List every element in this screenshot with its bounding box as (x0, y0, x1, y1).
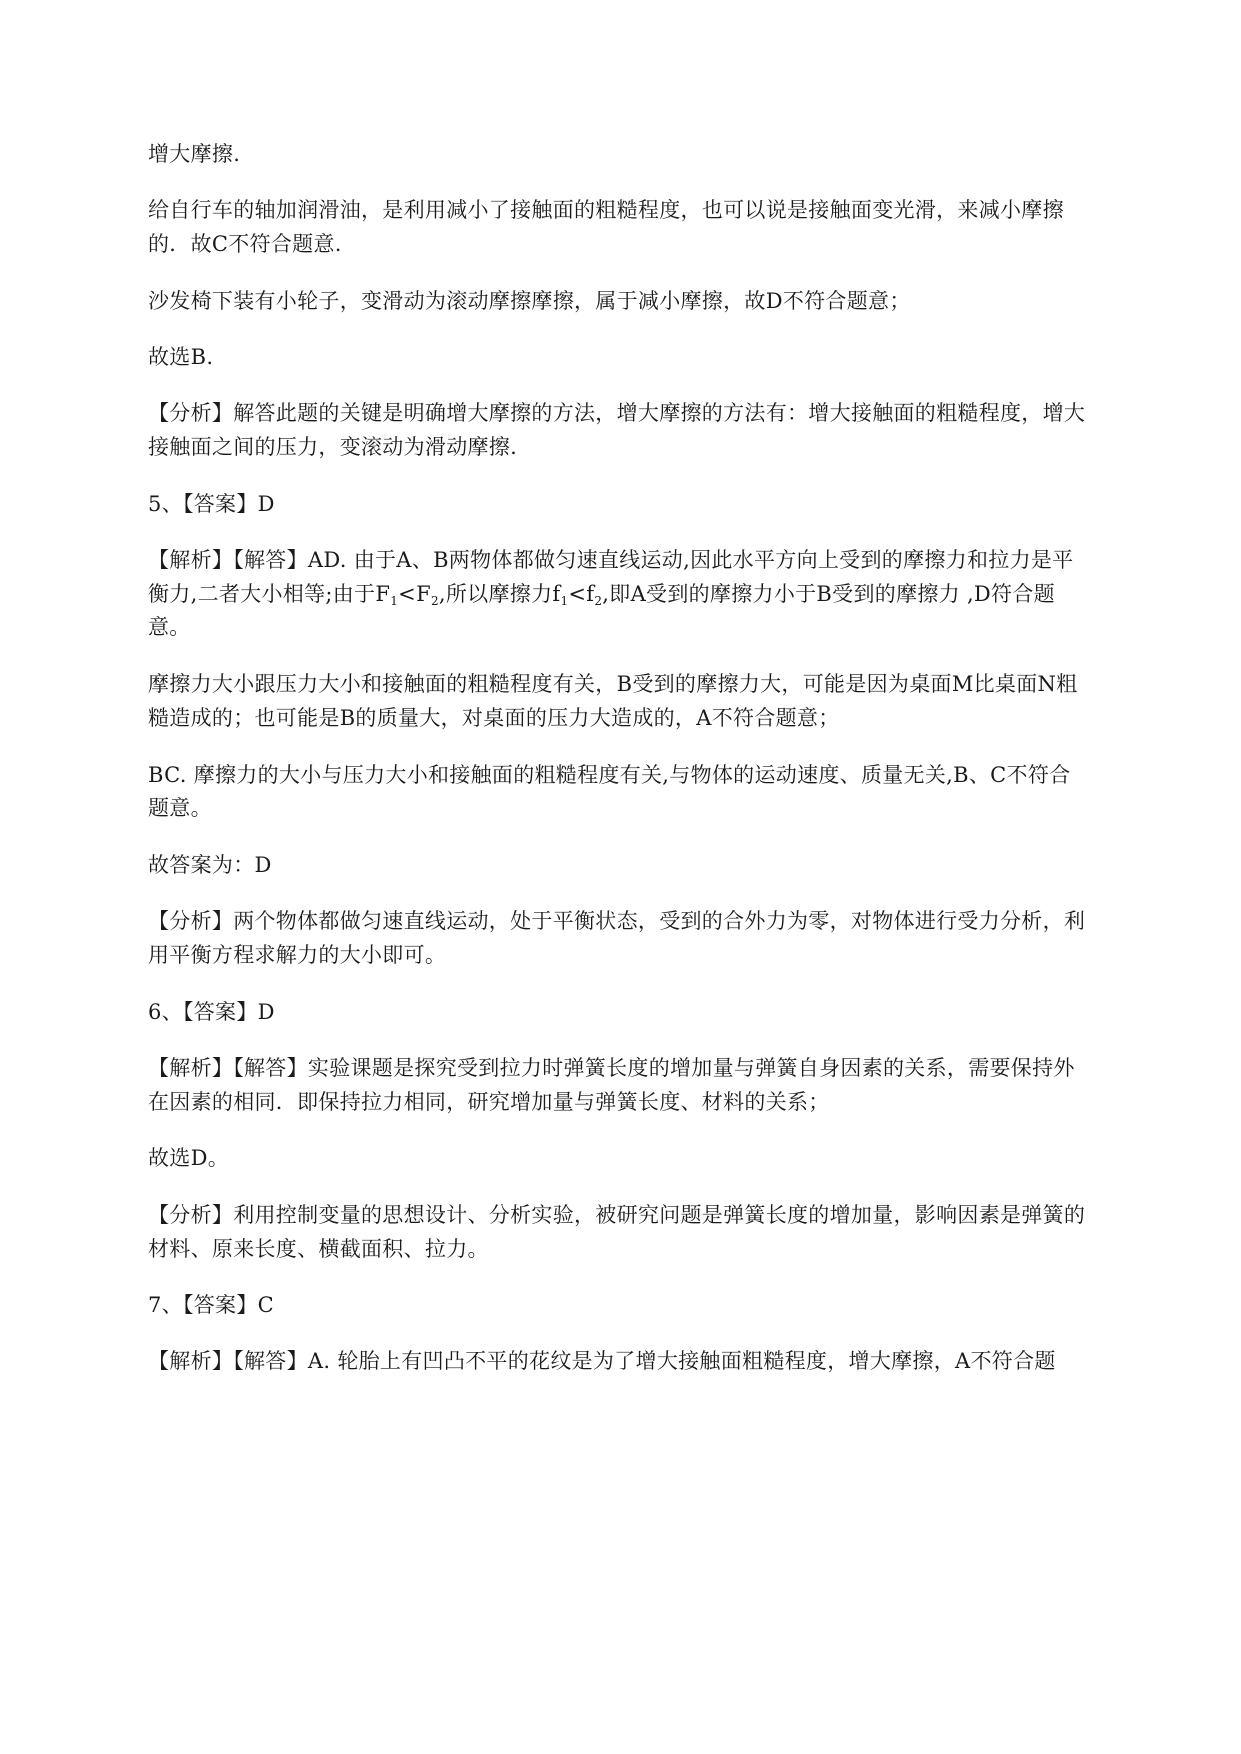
subscript: 2 (594, 594, 603, 608)
text-line: 故答案为：D (148, 853, 272, 877)
text-fragment: <F (398, 582, 431, 606)
subscript: 2 (430, 594, 439, 608)
text-line: 沙发椅下装有小轮子，变滑动为滚动摩擦摩擦，属于减小摩擦，故D不符合题意； (148, 289, 911, 313)
text-line: 【解析】【解答】实验课题是探究受到拉力时弹簧长度的增加量与弹簧自身因素的关系，需要保持外 (148, 1056, 1075, 1080)
text-line: 材料、原来长度、横截面积、拉力。 (148, 1237, 489, 1261)
text-line: 的．故C不符合题意. (148, 232, 342, 256)
text-line: 【分析】两个物体都做匀速直线运动，处于平衡状态，受到的合外力为零，对物体进行受力分析，利 (148, 909, 1086, 933)
text-line: 题意。 (148, 796, 212, 820)
text-line-with-subscripts (148, 579, 1055, 609)
text-line: 糙造成的；也可能是B的质量大，对桌面的压力大造成的，A不符合题意； (148, 706, 840, 730)
text-line: BC. 摩擦力的大小与压力大小和接触面的粗糙程度有关,与物体的运动速度、质量无关,B、C不符合 (148, 763, 1071, 787)
text-line: 增大摩擦. (148, 142, 241, 166)
text-line: 意。 (148, 615, 191, 639)
text-fragment: ,即A受到的摩擦力小于B受到的摩擦力 ,D符合题 (602, 582, 1055, 606)
text-line: 6、【答案】D (148, 1000, 275, 1024)
text-line: 5、【答案】D (148, 492, 275, 516)
subscript: 1 (560, 594, 569, 608)
text-fragment: <f (568, 582, 595, 606)
text-line: 【分析】利用控制变量的思想设计、分析实验，被研究问题是弹簧长度的增加量，影响因素是弹簧的 (148, 1203, 1086, 1227)
text-fragment: 衡力,二者大小相等;由于F (148, 582, 391, 606)
text-line: 故选B. (148, 345, 214, 369)
text-line: 【分析】解答此题的关键是明确增大摩擦的方法，增大摩擦的方法有：增大接触面的粗糙程度，增大 (148, 401, 1086, 425)
text-line: 在因素的相同．即保持拉力相同，研究增加量与弹簧长度、材料的关系； (148, 1090, 830, 1114)
text-line: 摩擦力大小跟压力大小和接触面的粗糙程度有关，B受到的摩擦力大，可能是因为桌面M比桌面N粗 (148, 672, 1078, 696)
text-line: 给自行车的轴加润滑油，是利用减小了接触面的粗糙程度，也可以说是接触面变光滑，来减小摩擦 (148, 198, 1064, 222)
text-line: 接触面之间的压力，变滚动为滑动摩擦. (148, 435, 518, 459)
text-line: 【解析】【解答】A. 轮胎上有凹凸不平的花纹是为了增大接触面粗糙程度，增大摩擦，A不符合题 (148, 1349, 1056, 1373)
subscript: 1 (390, 594, 399, 608)
text-line: 【解析】【解答】AD. 由于A、B两物体都做匀速直线运动,因此水平方向上受到的摩擦力和拉力是平 (148, 548, 1074, 572)
text-line: 用平衡方程求解力的大小即可。 (148, 943, 447, 967)
text-line: 故选D。 (148, 1146, 230, 1170)
text-fragment: ,所以摩擦力f (438, 582, 561, 606)
text-line: 7、【答案】C (148, 1293, 275, 1317)
